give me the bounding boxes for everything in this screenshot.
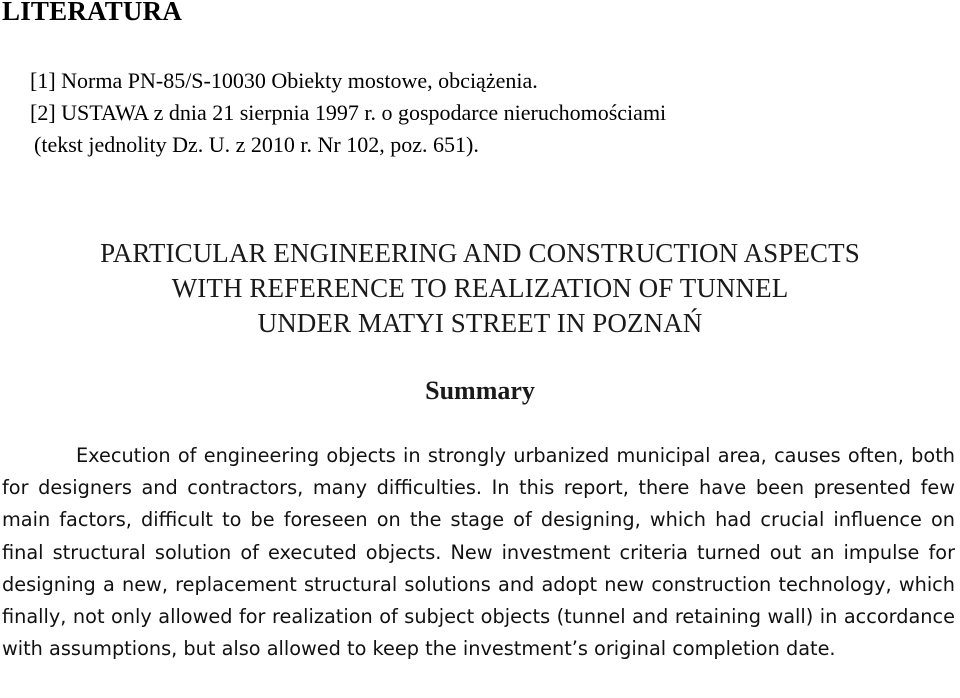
summary-body: Execution of engineering objects in strongly urbanized municipal area, causes often, both for designers and contractors, many difficulties. In this report, there have been presented few main factors, difficult to be foreseen on the stage of designing, which had crucial influence on final structural solution of executed objects. New investment criteria turned out an impulse for designing a new, replacement structural solutions and adopt new construction technology, which finally, not only allowed for realization of subject objects (tunnel and retaining wall) in accordance with assumptions, but also allowed to keep the investment’s original completion date.: [2, 444, 955, 661]
reference-item-1: [1] Norma PN-85/S-10030 Obiekty mostowe, obciążenia.: [30, 68, 538, 93]
section-heading: LITERATURA: [2, 0, 183, 26]
summary-heading: Summary: [425, 376, 535, 405]
paper-title-line-3: UNDER MATYI STREET IN POZNAŃ: [257, 308, 703, 338]
paper-title-line-2: WITH REFERENCE TO REALIZATION OF TUNNEL: [171, 273, 789, 303]
paper-title-line-1: PARTICULAR ENGINEERING AND CONSTRUCTION ASPECTS: [100, 238, 860, 268]
reference-item-2-continuation: (tekst jednolity Dz. U. z 2010 r. Nr 102, poz. 651).: [34, 132, 479, 157]
reference-item-2: [2] USTAWA z dnia 21 sierpnia 1997 r. o gospodarce nieruchomościami: [30, 100, 667, 125]
